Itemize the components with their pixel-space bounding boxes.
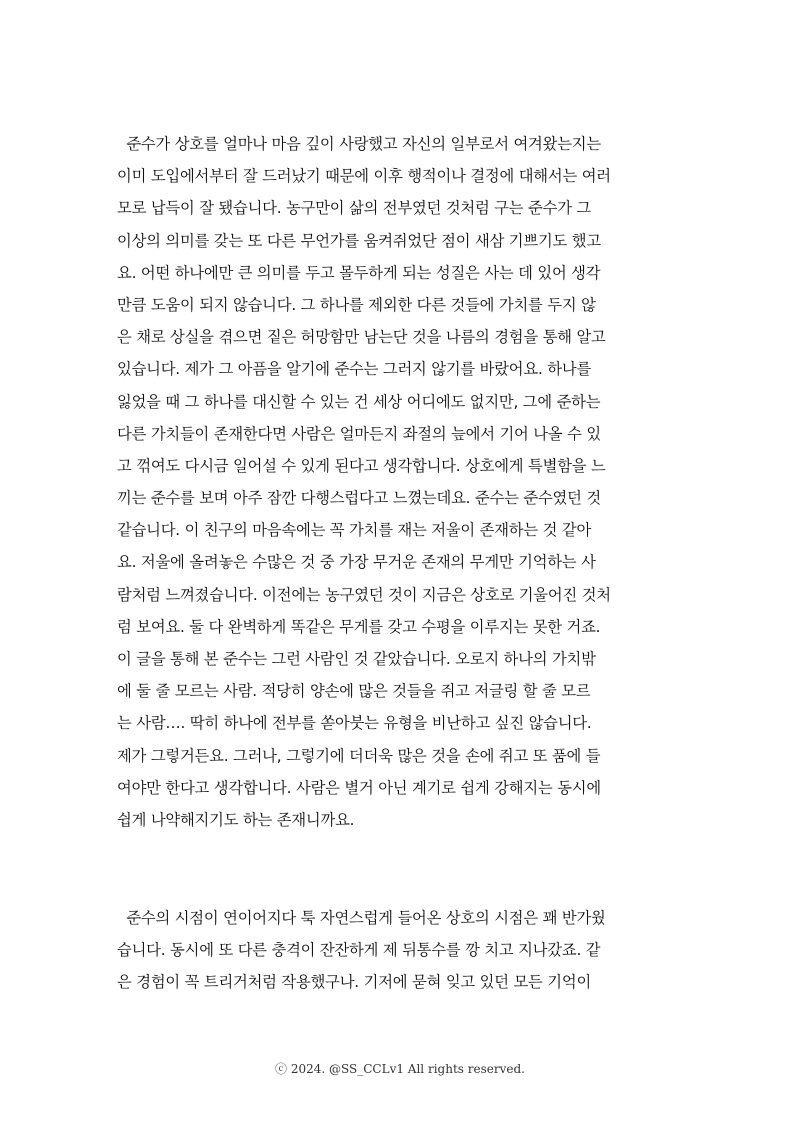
copyright-footer: ⓒ 2024. @SS_CCLv1 All rights reserved. bbox=[275, 1062, 525, 1076]
text-line: 는 사람…. 딱히 하나에 전부를 쏟아붓는 유형을 비난하고 싶진 않습니다. bbox=[117, 714, 592, 733]
text-line: 에 둘 줄 모르는 사람. 적당히 양손에 많은 것들을 쥐고 저글링 할 줄 모르 bbox=[117, 682, 591, 701]
text-line: 다른 가치들이 존재한다면 사람은 얼마든지 좌절의 늪에서 기어 나올 수 있 bbox=[117, 424, 601, 443]
text-line: 준수가 상호를 얼마나 마음 깊이 사랑했고 자신의 일부로서 여겨왔는지는 bbox=[117, 135, 601, 153]
text-line: 잃었을 때 그 하나를 대신할 수 있는 건 세상 어디에도 없지만, 그에 준하는 bbox=[117, 392, 601, 411]
text-line: 있습니다. 제가 그 아픔을 알기에 준수는 그러지 않기를 바랐어요. 하나를 bbox=[117, 360, 592, 379]
text-line: 여야만 한다고 생각합니다. 사람은 별거 아닌 계기로 쉽게 강해지는 동시에 bbox=[117, 778, 601, 797]
text-line: 럼 보여요. 둘 다 완벽하게 똑같은 무게를 갖고 수평을 이루지는 못한 거죠. bbox=[117, 617, 601, 636]
paragraph-2 bbox=[117, 902, 687, 999]
text-line: 요. 저울에 올려놓은 수많은 것 중 가장 무거운 존재의 무게만 기억하는 사 bbox=[117, 553, 596, 572]
text-line: 쉽게 나약해지기도 하는 존재니까요. bbox=[117, 810, 355, 829]
text-line: 같습니다. 이 친구의 마음속에는 꼭 가치를 재는 저울이 존재하는 것 같아 bbox=[117, 521, 592, 540]
text-line: 제가 그렇거든요. 그러나, 그렇기에 더더욱 많은 것을 손에 쥐고 또 품에 들 bbox=[117, 746, 601, 765]
text-line: 이상의 의미를 갖는 또 다른 무언가를 움켜쥐었단 점이 새삼 기쁘기도 했고 bbox=[117, 231, 601, 250]
paragraph-1 bbox=[117, 128, 687, 836]
text-line: 준수의 시점이 연이어지다 툭 자연스럽게 들어온 상호의 시점은 꽤 반가웠 bbox=[117, 909, 606, 927]
text-line: 만큼 도움이 되지 않습니다. 그 하나를 제외한 다른 것들에 가치를 두지 않 bbox=[117, 295, 596, 314]
text-line: 습니다. 동시에 또 다른 충격이 잔잔하게 제 뒤통수를 깡 치고 지나갔죠. 같 bbox=[117, 941, 601, 960]
text-line: 모로 납득이 잘 됐습니다. 농구만이 삶의 전부였던 것처럼 구는 준수가 그 bbox=[117, 199, 592, 218]
text-line: 은 채로 상실을 겪으면 짙은 허망함만 남는단 것을 나름의 경험을 통해 알고 bbox=[117, 328, 606, 347]
text-line: 요. 어떤 하나에만 큰 의미를 두고 몰두하게 되는 성질은 사는 데 있어 생각 bbox=[117, 263, 601, 282]
text-line: 은 경험이 꼭 트리거처럼 작용했구나. 기저에 묻혀 잊고 있던 모든 기억이 bbox=[117, 973, 592, 992]
text-line: 끼는 준수를 보며 아주 잠깐 다행스럽다고 느꼈는데요. 준수는 준수였던 것 bbox=[117, 489, 601, 508]
text-line: 이 글을 통해 본 준수는 그런 사람인 것 같았습니다. 오로지 하나의 가치밖 bbox=[117, 650, 596, 668]
text-line: 람처럼 느껴졌습니다. 이전에는 농구였던 것이 지금은 상호로 기울어진 것처 bbox=[117, 585, 611, 604]
text-line: 이미 도입에서부터 잘 드러났기 때문에 이후 행적이나 결정에 대해서는 여러 bbox=[117, 167, 611, 186]
text-line: 고 꺾여도 다시금 일어설 수 있게 된다고 생각합니다. 상호에게 특별함을 느 bbox=[117, 456, 606, 475]
